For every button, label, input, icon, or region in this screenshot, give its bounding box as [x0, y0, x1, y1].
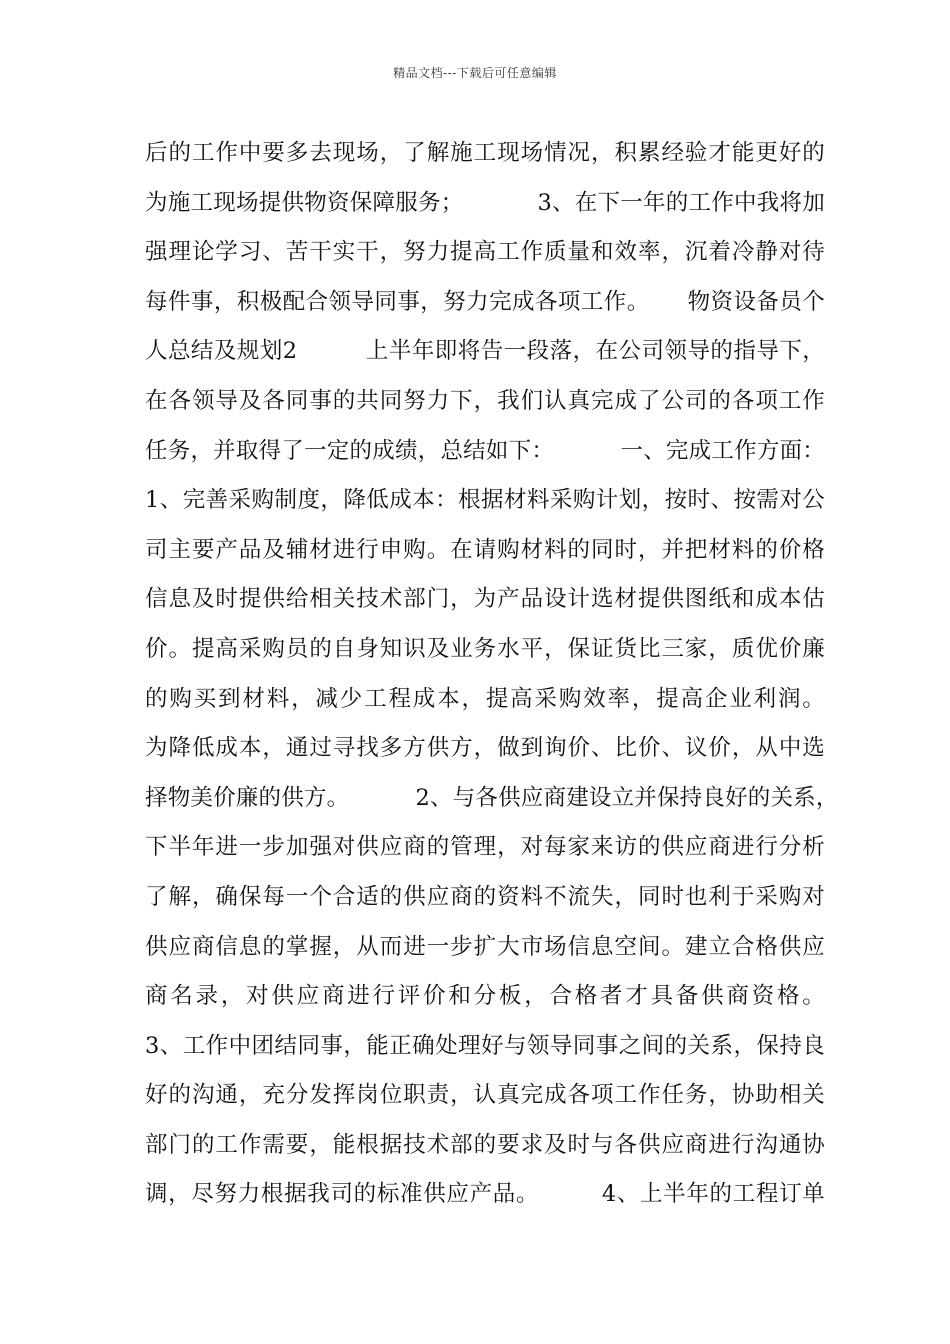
page-header: 精品文档---下载后可任意编辑 [393, 66, 557, 80]
body-line-5: 人总结及规划2 上半年即将告一段落，在公司领导的指导下， [145, 338, 825, 365]
body-line-20: 好的沟通，充分发挥岗位职责，认真完成各项工作任务，协助相关 [145, 1082, 825, 1109]
body-line-8: 1、完善采购制度，降低成本：根据材料采购计划，按时、按需对公 [145, 487, 825, 514]
body-line-22: 调，尽努力根据我司的标准供应产品。 4、上半年的工程订单 [145, 1181, 825, 1208]
body-line-4: 每件事，积极配合领导同事，努力完成各项工作。 物资设备员个 [145, 288, 825, 315]
body-line-7: 任务，并取得了一定的成绩，总结如下： 一、完成工作方面： [145, 437, 825, 464]
body-line-17: 供应商信息的掌握，从而进一步扩大市场信息空间。建立合格供应 [145, 933, 825, 960]
body-line-13: 为降低成本，通过寻找多方供方，做到询价、比价、议价，从中选 [145, 735, 825, 762]
body-line-10: 信息及时提供给相关技术部门，为产品设计选材提供图纸和成本估 [145, 586, 825, 613]
body-line-12: 的购买到材料，减少工程成本，提高采购效率，提高企业利润。 [145, 685, 825, 712]
body-line-16: 了解，确保每一个合适的供应商的资料不流失，同时也利于采购对 [145, 883, 825, 910]
body-line-15: 下半年进一步加强对供应商的管理，对每家来访的供应商进行分析 [145, 834, 825, 861]
body-line-14: 择物美价廉的供方。 2、与各供应商建设立并保持良好的关系， [145, 784, 839, 811]
body-line-2: 为施工现场提供物资保障服务； 3、在下一年的工作中我将加 [145, 189, 825, 216]
body-line-11: 价。提高采购员的自身知识及业务水平，保证货比三家，质优价廉 [145, 635, 825, 662]
document-body [145, 130, 839, 1221]
body-line-19: 3、工作中团结同事，能正确处理好与领导同事之间的关系，保持良 [145, 1032, 825, 1059]
body-line-1: 后的工作中要多去现场，了解施工现场情况，积累经验才能更好的 [145, 140, 825, 166]
body-line-18: 商名录，对供应商进行评价和分板，合格者才具备供商资格。 [145, 983, 825, 1010]
body-line-21: 部门的工作需要，能根据技术部的要求及时与各供应商进行沟通协 [145, 1131, 825, 1158]
body-line-6: 在各领导及各同事的共同努力下，我们认真完成了公司的各项工作 [145, 387, 825, 414]
body-line-9: 司主要产品及辅材进行申购。在请购材料的同时，并把材料的价格 [145, 536, 825, 563]
body-line-3: 强理论学习、苦干实干，努力提高工作质量和效率，沉着冷静对待 [145, 239, 825, 266]
